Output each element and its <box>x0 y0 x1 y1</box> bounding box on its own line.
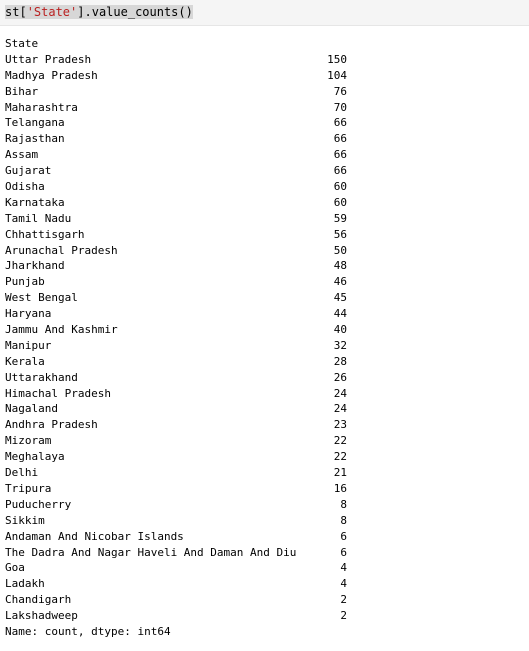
output-row <box>5 243 525 259</box>
state-label: Rajasthan <box>5 132 65 146</box>
state-count: 4 <box>340 561 347 575</box>
output-row <box>5 131 525 147</box>
output-row <box>5 592 525 608</box>
series-footer: Name: count, dtype: int64 <box>5 624 171 638</box>
state-label: Goa <box>5 561 25 575</box>
state-label: Ladakh <box>5 577 45 591</box>
state-label: Arunachal Pradesh <box>5 243 118 257</box>
output-row <box>5 258 525 274</box>
state-count: 48 <box>333 259 347 273</box>
output-row <box>5 147 525 163</box>
state-count: 56 <box>333 227 347 241</box>
state-label: Sikkim <box>5 513 45 527</box>
output-row <box>5 433 525 449</box>
output-row <box>5 274 525 290</box>
state-count: 66 <box>333 116 347 130</box>
state-count: 24 <box>333 402 347 416</box>
state-label: Andhra Pradesh <box>5 418 98 432</box>
output-row <box>5 545 525 561</box>
state-label: Kerala <box>5 354 45 368</box>
state-count: 76 <box>333 84 347 98</box>
state-count: 59 <box>333 211 347 225</box>
code-prefix: st[ <box>5 5 27 19</box>
state-label: Gujarat <box>5 164 52 178</box>
index-name: State <box>5 37 39 50</box>
cell-output <box>5 36 525 640</box>
state-count: 24 <box>333 386 347 400</box>
state-count: 45 <box>333 291 347 305</box>
state-count: 16 <box>333 481 347 495</box>
output-row <box>5 370 525 386</box>
state-count: 50 <box>333 243 347 257</box>
output-row <box>5 195 525 211</box>
output-row <box>5 179 525 195</box>
output-row <box>5 513 525 529</box>
state-count: 22 <box>333 450 347 464</box>
state-label: Himachal Pradesh <box>5 386 111 400</box>
output-row <box>5 52 525 68</box>
state-label: Punjab <box>5 275 45 289</box>
state-count: 32 <box>333 338 347 352</box>
output-row <box>5 163 525 179</box>
state-count: 104 <box>327 68 347 82</box>
state-count: 21 <box>333 466 347 480</box>
state-label: Tripura <box>5 481 52 495</box>
state-label: Odisha <box>5 180 45 194</box>
state-label: Nagaland <box>5 402 58 416</box>
output-row <box>5 560 525 576</box>
state-label: Karnataka <box>5 195 65 209</box>
state-label: The Dadra And Nagar Haveli And Daman And Diu <box>5 545 297 559</box>
state-label: Telangana <box>5 116 65 130</box>
state-label: Tamil Nadu <box>5 211 72 225</box>
state-count: 8 <box>340 513 347 527</box>
state-label: Meghalaya <box>5 450 65 464</box>
output-row <box>5 465 525 481</box>
output-row <box>5 401 525 417</box>
state-label: Uttar Pradesh <box>5 52 92 66</box>
state-label: Haryana <box>5 307 52 321</box>
state-label: Chandigarh <box>5 593 72 607</box>
state-label: Jammu And Kashmir <box>5 323 118 337</box>
output-row <box>5 227 525 243</box>
state-count: 60 <box>333 195 347 209</box>
state-label: Madhya Pradesh <box>5 68 98 82</box>
state-label: Jharkhand <box>5 259 65 273</box>
output-row <box>5 100 525 116</box>
output-row <box>5 386 525 402</box>
state-count: 8 <box>340 497 347 511</box>
state-count: 4 <box>340 577 347 591</box>
state-label: Mizoram <box>5 434 52 448</box>
state-label: Assam <box>5 148 39 162</box>
state-label: Bihar <box>5 84 39 98</box>
output-row <box>5 449 525 465</box>
state-count: 46 <box>333 275 347 289</box>
state-count: 22 <box>333 434 347 448</box>
state-count: 66 <box>333 164 347 178</box>
output-row <box>5 338 525 354</box>
state-label: Puducherry <box>5 497 72 511</box>
code-line[interactable] <box>5 5 193 20</box>
state-count: 2 <box>340 593 347 607</box>
output-row <box>5 354 525 370</box>
code-highlight <box>5 5 193 19</box>
output-row <box>5 576 525 592</box>
output-row <box>5 115 525 131</box>
state-label: Chhattisgarh <box>5 227 85 241</box>
state-count: 23 <box>333 418 347 432</box>
state-count: 26 <box>333 370 347 384</box>
output-row <box>5 322 525 338</box>
state-count: 6 <box>340 545 347 559</box>
state-count: 6 <box>340 529 347 543</box>
state-count: 2 <box>340 609 347 623</box>
output-row <box>5 417 525 433</box>
state-count: 44 <box>333 307 347 321</box>
output-row <box>5 84 525 100</box>
state-count: 70 <box>333 100 347 114</box>
state-count: 150 <box>327 52 347 66</box>
state-label: Lakshadweep <box>5 609 78 623</box>
state-count: 60 <box>333 180 347 194</box>
output-row <box>5 306 525 322</box>
output-row <box>5 529 525 545</box>
state-label: Delhi <box>5 466 39 480</box>
code-suffix: ].value_counts() <box>77 5 193 19</box>
state-label: West Bengal <box>5 291 78 305</box>
output-row <box>5 608 525 624</box>
state-label: Maharashtra <box>5 100 78 114</box>
state-label: Andaman And Nicobar Islands <box>5 529 184 543</box>
code-cell[interactable] <box>0 0 529 26</box>
state-count: 66 <box>333 132 347 146</box>
output-row <box>5 290 525 306</box>
value-counts-list <box>5 52 525 624</box>
output-row <box>5 497 525 513</box>
state-count: 40 <box>333 323 347 337</box>
state-label: Uttarakhand <box>5 370 78 384</box>
code-string-literal: 'State' <box>26 5 78 19</box>
output-row <box>5 211 525 227</box>
state-count: 66 <box>333 148 347 162</box>
state-count: 28 <box>333 354 347 368</box>
output-row <box>5 481 525 497</box>
state-label: Manipur <box>5 338 52 352</box>
output-row <box>5 68 525 84</box>
